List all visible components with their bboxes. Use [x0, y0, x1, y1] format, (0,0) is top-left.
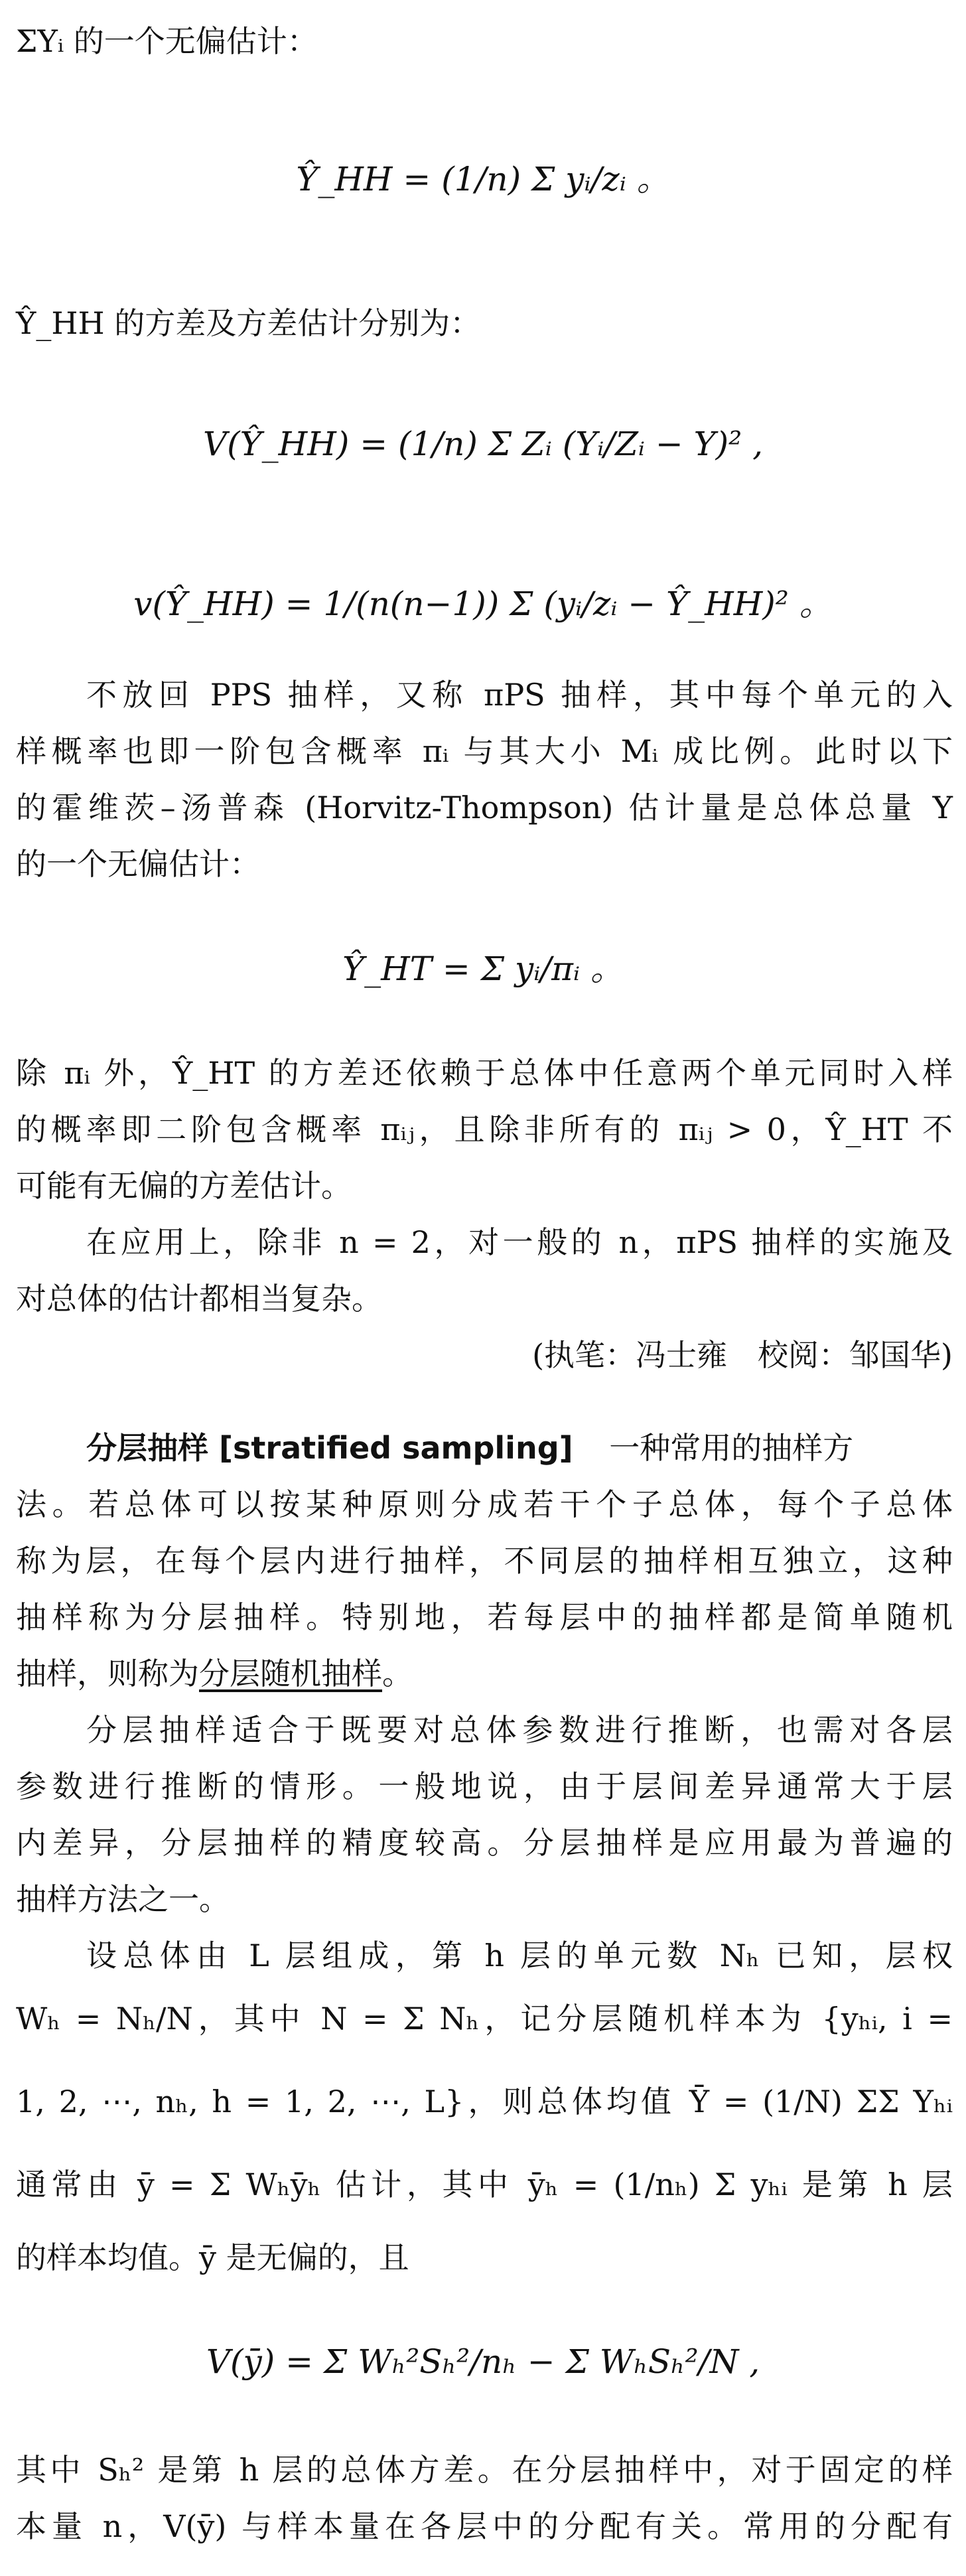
text-line: 样概率也即一阶包含概率 πᵢ 与其大小 Mᵢ 成比例。此时以下 — [16, 733, 953, 769]
equation-variance-estimate: v(Ŷ_HH) = 1/(n(n−1)) Σ (yᵢ/zᵢ − Ŷ_HH)² 。 — [133, 585, 833, 623]
credit-line: (执笔：冯士雍 校阅：邹国华) — [532, 1337, 953, 1373]
text-line: 的样本均值。ȳ 是无偏的，且 — [16, 2240, 409, 2275]
equation-yhh: Ŷ_HH = (1/n) Σ yᵢ/zᵢ 。 — [296, 160, 670, 198]
text-line: 不放回 PPS 抽样，又称 πPS 抽样，其中每个单元的入 — [86, 677, 953, 713]
text-line — [16, 1652, 953, 1695]
text-line: 称为层，在每个层内进行抽样，不同层的抽样相互独立，这种 — [16, 1543, 953, 1579]
text-line: 的霍维茨–汤普森 (Horvitz-Thompson) 估计量是总体总量 Y — [16, 790, 953, 825]
text-line: 除 πᵢ 外，Ŷ_HT 的方差还依赖于总体中任意两个单元同时入样 — [16, 1055, 953, 1091]
text-line: 其中 Sₕ² 是第 h 层的总体方差。在分层抽样中，对于固定的样 — [16, 2452, 953, 2488]
text-line: 设总体由 L 层组成，第 h 层的单元数 Nₕ 已知，层权 — [86, 1938, 953, 1973]
text-line: 参数进行推断的情形。一般地说，由于层间差异通常大于层 — [16, 1768, 953, 1804]
cross-reference-link[interactable]: 分层随机抽样 — [199, 1656, 382, 1691]
equation-yht: Ŷ_HT = Σ yᵢ/πᵢ 。 — [342, 950, 624, 988]
entry-heading: 分层抽样 [stratified sampling] — [86, 1430, 573, 1466]
text-line: 在应用上，除非 n = 2，对一般的 n，πPS 抽样的实施及 — [86, 1224, 953, 1260]
text-line: 的一个无偏估计： — [16, 846, 260, 882]
text-line: 1, 2, ⋯, nₕ, h = 1, 2, ⋯, L}，则总体均值 Ȳ = (1/N) ΣΣ Yₕᵢ — [16, 2084, 953, 2119]
text-line: 本量 n，V(ȳ) 与样本量在各层中的分配有关。常用的分配有 — [16, 2508, 953, 2544]
equation-var-ybar: V(ȳ) = Σ Wₕ²Sₕ²/nₕ − Σ WₕSₕ²/N , — [206, 2342, 760, 2381]
text-line: 的概率即二阶包含概率 πᵢⱼ，且除非所有的 πᵢⱼ > 0，Ŷ_HT 不 — [16, 1111, 953, 1147]
equation-variance: V(Ŷ_HH) = (1/n) Σ Zᵢ (Yᵢ/Zᵢ − Y)² , — [203, 425, 763, 463]
entry-text: 一种常用的抽样方 — [609, 1430, 854, 1466]
text-line: 可能有无偏的方差估计。 — [16, 1168, 352, 1204]
text-line: 通常由 ȳ = Σ Wₕȳₕ 估计，其中 ȳₕ = (1/nₕ) Σ yₕᵢ 是第 h 层 — [16, 2167, 953, 2202]
text-line: 分层抽样适合于既要对总体参数进行推断，也需对各层 — [86, 1712, 953, 1748]
text-line: ΣYᵢ 的一个无偏估计： — [16, 23, 318, 59]
text-line: 抽样称为分层抽样。特别地，若每层中的抽样都是简单随机 — [16, 1599, 953, 1635]
text-span: 抽样，则称为 — [16, 1656, 199, 1691]
entry-heading-line — [86, 1427, 953, 1469]
text-span: 。 — [382, 1656, 413, 1691]
text-line: Wₕ = Nₕ/N，其中 N = Σ Nₕ，记分层随机样本为 {yₕᵢ, i = — [16, 2001, 953, 2037]
text-line: 法。若总体可以按某种原则分成若干个子总体，每个子总体 — [16, 1486, 953, 1522]
text-line: 抽样方法之一。 — [16, 1881, 230, 1917]
text-line: Ŷ_HH 的方差及方差估计分别为： — [16, 305, 481, 341]
text-line: 内差异，分层抽样的精度较高。分层抽样是应用最为普遍的 — [16, 1825, 953, 1861]
text-line: 对总体的估计都相当复杂。 — [16, 1281, 382, 1317]
